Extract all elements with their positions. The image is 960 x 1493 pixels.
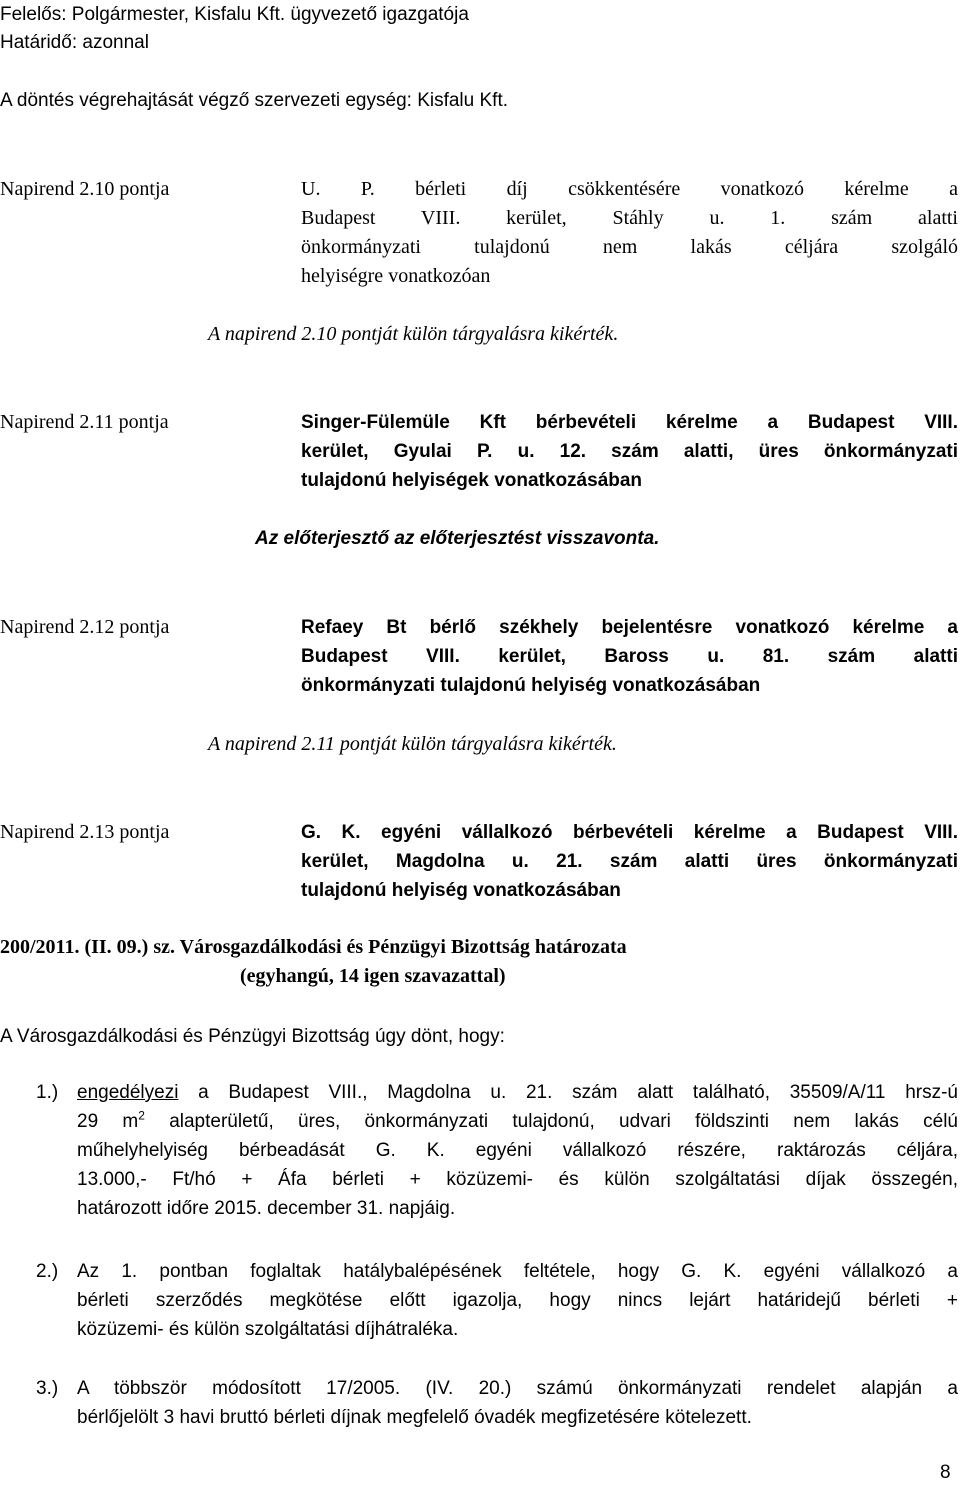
point-line [77, 1078, 958, 1107]
point-line: közüzemi- és külön szolgáltatási díjhátraléka. [77, 1319, 459, 1340]
agenda-title-line: önkormányzati tulajdonú helyiség vonatkozásában [301, 675, 761, 696]
agenda-title-line: helyiségre vonatkozóan [301, 265, 491, 287]
area-unit-exponent: 2 [138, 1108, 145, 1123]
point-line: Az 1. pontban foglaltak hatálybalépésének feltétele, hogy G. K. egyéni vállalkozó a [77, 1261, 958, 1282]
agenda-title-line: U. P. bérleti díj csökkentésére vonatkozó kérelme a [301, 178, 958, 200]
point-number: 1.) [36, 1082, 59, 1103]
point-number: 2.) [36, 1261, 59, 1282]
point-number: 3.) [36, 1378, 59, 1399]
agenda-title-line: tulajdonú helyiségek vonatkozásában [301, 470, 643, 491]
agenda-note-2-10: A napirend 2.10 pontját külön tárgyalásra kikérték. [208, 323, 619, 345]
agenda-title-line: Singer-Fülemüle Kft bérbevételi kérelme a Budapest VIII. [301, 412, 958, 433]
resolution-vote: (egyhangú, 14 igen szavazattal) [240, 965, 506, 987]
point-text: a Budapest VIII., Magdolna u. 21. szám alatt található, 35509/A/11 hrsz-ú [178, 1082, 958, 1103]
agenda-note-2-11: Az előterjesztő az előterjesztést visszavonta. [255, 528, 660, 549]
agenda-title-2-10 [301, 175, 958, 291]
agenda-title-2-11 [301, 408, 958, 495]
agenda-label-2-10: Napirend 2.10 pontja [0, 178, 170, 200]
agenda-label-2-11: Napirend 2.11 pontja [0, 411, 169, 433]
resolution-intro: A Városgazdálkodási és Pénzügyi Bizottság úgy dönt, hogy: [0, 1026, 505, 1047]
agenda-title-line: Budapest VIII. kerület, Stáhly u. 1. szám alatti [301, 207, 958, 229]
point-line: bérleti szerződés megkötése előtt igazolja, hogy nincs lejárt határidejű bérleti + [77, 1290, 958, 1311]
agenda-title-line: Refaey Bt bérlő székhely bejelentésre vonatkozó kérelme a [301, 617, 958, 638]
agenda-title-line: önkormányzati tulajdonú nem lakás céljára szolgáló [301, 236, 958, 258]
page-number: 8 [940, 1462, 951, 1483]
point-line: műhelyhelyiség bérbeadását G. K. egyéni vállalkozó részére, raktározás céljára, [77, 1140, 958, 1161]
agenda-label-2-13: Napirend 2.13 pontja [0, 821, 170, 843]
point-line: bérlőjelölt 3 havi bruttó bérleti díjnak megfelelő óvadék megfizetésére kötelezett. [77, 1407, 752, 1428]
agenda-title-line: tulajdonú helyiség vonatkozásában [301, 880, 621, 901]
deadline-line: Határidő: azonnal [0, 32, 149, 53]
point-line: határozott időre 2015. december 31. napjáig. [77, 1198, 456, 1219]
agenda-title-line: G. K. egyéni vállalkozó bérbevételi kérelme a Budapest VIII. [301, 822, 958, 843]
agenda-title-line: kerület, Magdolna u. 21. szám alatti üres önkormányzati [301, 851, 958, 872]
agenda-note-2-12: A napirend 2.11 pontját külön tárgyalásra kikérték. [208, 733, 617, 755]
point-line: 13.000,- Ft/hó + Áfa bérleti + közüzemi- és külön szolgáltatási díjak összegén, [77, 1169, 958, 1190]
area-value: 29 m [77, 1111, 139, 1132]
point-line: A többször módosított 17/2005. (IV. 20.) számú önkormányzati rendelet alapján a [77, 1378, 958, 1399]
point-text: alapterületű, üres, önkormányzati tulajdonú, udvari földszinti nem lakás célú [144, 1111, 958, 1132]
responsible-line: Felelős: Polgármester, Kisfalu Kft. ügyvezető igazgatója [0, 4, 469, 25]
agenda-label-2-12: Napirend 2.12 pontja [0, 616, 170, 638]
agenda-title-line: kerület, Gyulai P. u. 12. szám alatti, üres önkormányzati [301, 441, 958, 462]
resolution-point-2 [77, 1257, 958, 1344]
agenda-title-2-12 [301, 613, 958, 700]
point-verb: engedélyezi [77, 1082, 179, 1103]
resolution-point-1 [77, 1078, 958, 1223]
resolution-point-3 [77, 1374, 958, 1432]
point-line [77, 1107, 958, 1136]
resolution-title: 200/2011. (II. 09.) sz. Városgazdálkodási és Pénzügyi Bizottság határozata [0, 936, 627, 958]
executor-unit-line: A döntés végrehajtását végző szervezeti egység: Kisfalu Kft. [0, 90, 509, 111]
agenda-title-2-13 [301, 818, 958, 905]
agenda-title-line: Budapest VIII. kerület, Baross u. 81. szám alatti [301, 646, 958, 667]
